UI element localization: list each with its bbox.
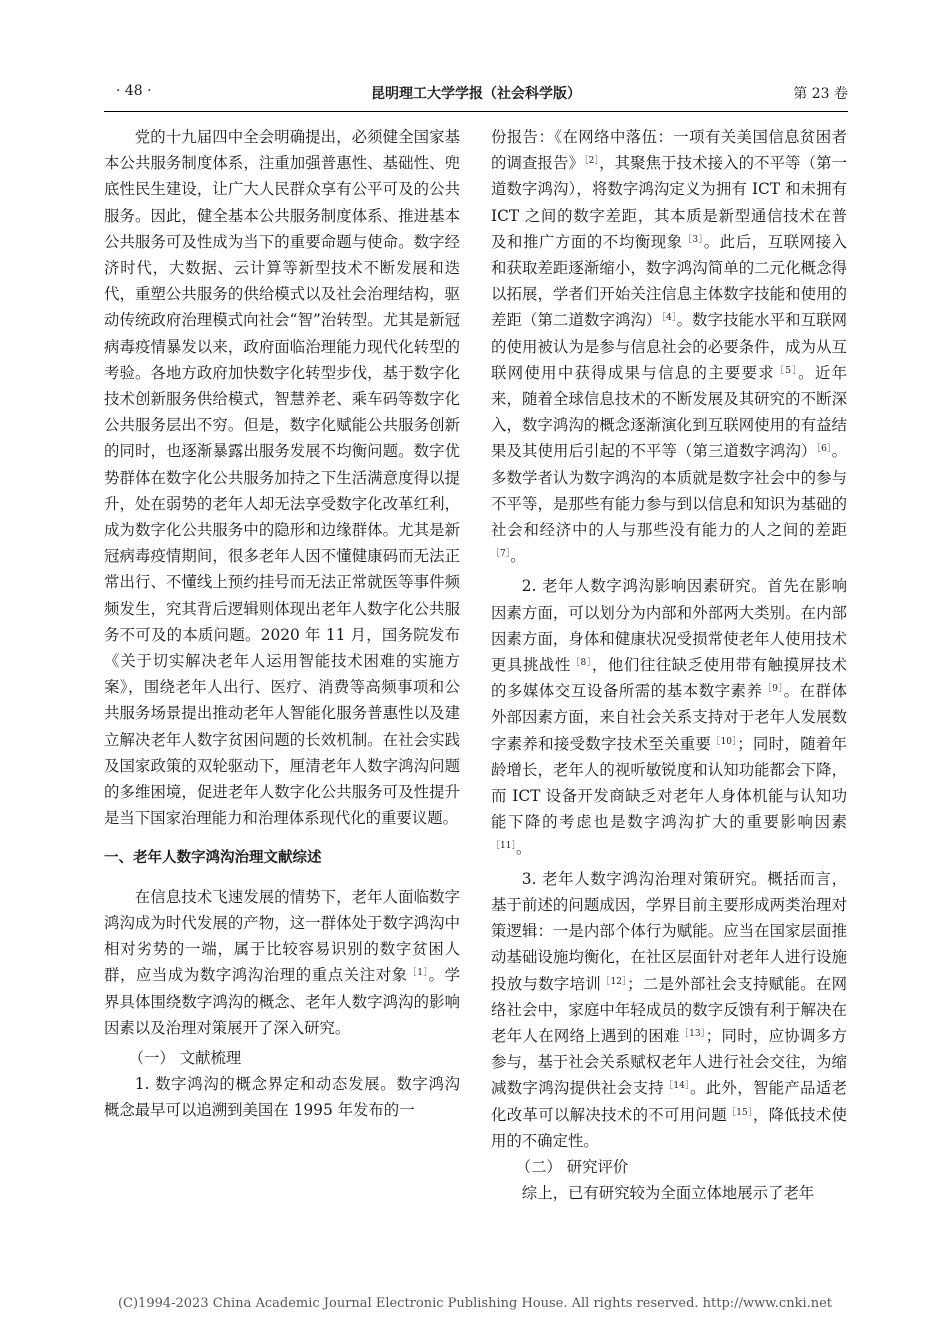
paragraph-text: 3. 老年人数字鸿沟治理对策研究。概括而言，基于前述的问题成因，学界目前主要形成两类治理对策逻辑：一是内部个体行为赋能。应当在国家层面推动基础设施均衡化，在社区层面针对老年人进行设施投放与数字培训 bbox=[491, 869, 847, 993]
citation-ref: ［7］ bbox=[491, 549, 511, 560]
paragraph-text: 。在群体外部因素方面，来自社会关系支持对于老年人发展数字素养和接受数字技术至关重要 bbox=[491, 682, 847, 753]
citation-ref: ［6］ bbox=[816, 444, 832, 455]
paragraph-text: 。此外，智能产品适老化改革可以解决技术的不可用问题 bbox=[491, 1079, 847, 1124]
citation-ref: ［11］ bbox=[491, 841, 516, 852]
section-heading: 一、老年人数字鸿沟治理文献综述 bbox=[104, 850, 322, 867]
citation-ref: ［2］ bbox=[584, 156, 600, 167]
paragraph-text: 份报告：《在网络中落伍：一项有关美国信息贫困者的调查报告》 bbox=[491, 128, 847, 173]
paragraph: 综上，已有研究较为全面立体地展示了老年 bbox=[521, 1184, 815, 1203]
citation-ref: ［8］ bbox=[570, 658, 592, 669]
header-rule bbox=[104, 111, 848, 112]
paragraph-text: 。 bbox=[515, 839, 532, 858]
paragraph-text: 。多数学者认为数字鸿沟的本质就是数字社会中的参与不平等，是那些有能力参与到以信息和知识为基础的社会和经济中的人与那些没有能力的人之间的差距 bbox=[491, 442, 847, 540]
paragraph bbox=[104, 884, 460, 1041]
citation-ref: ［5］ bbox=[775, 365, 799, 376]
volume-label: 第 23 卷 bbox=[793, 86, 848, 102]
subsection-heading: （二） 研究评价 bbox=[515, 1157, 629, 1176]
citation-ref: ［13］ bbox=[679, 1028, 706, 1039]
paragraph bbox=[491, 866, 847, 1154]
subsection-heading: （一） 文献梳理 bbox=[128, 1048, 242, 1067]
paragraph-text: ，其聚焦于技术接入的不平等（第一道数字鸿沟），将数字鸿沟定义为拥有 ICT 和未拥有 ICT 之间的数字差距，其本质是新型通信技术在普及和推广方面的不均衡现象 bbox=[491, 154, 847, 251]
paragraph-text: ；二是外部社会支持赋能。在网络社会中，家庭中年轻成员的数字反馈有利于解决在老年人在网络上遇到的困难 bbox=[491, 974, 847, 1045]
paragraph: 党的十九届四中全会明确提出，必须健全国家基本公共服务制度体系，注重加强普惠性、基础性、兜底性民生建设，让广大人民群众享有公平可及的公共服务。因此，健全基本公共服务制度体系、推进基本公共服务可及性成为当下的重要命题与使命。数字经济时代，大数据、云计算等新型技术不断发展和迭代，重塑公共服务的供给模式以及社会治理结构，驱动传统政府治理模式向社会“智”治转型。尤其是新冠病毒疫情暴发以来，政府面临治理能力现代化转型的考验。各地方政府加快数字化转型步伐，基于数字化技术创新服务供给模式，智慧养老、乘车码等数字化公共服务层出不穷。但是，数字化赋能公共服务创新的同时，也逐渐暴露出服务发展不均衡问题。数字优势群体在数字化公共服务加持之下生活满意度得以提升，处在弱势的老年人却无法享受数字化改革红利，成为数字化公共服务中的隐形和边缘群体。尤其是新冠病毒疫情期间，很多老年人因不懂健康码而无法正常出行、不懂线上预约挂号而无法正常就医等事件频频发生，究其背后逻辑则体现出老年人数字化公共服务不可及的本质问题。2020 年 11 月，国务院发布《关于切实解决老年人运用智能技术困难的实施方案》，围绕老年人出行、医疗、消费等高频事项和公共服务场景提出推动老年人智能化服务普惠性以及建立解决老年人数字贫困问题的长效机制。在社会实践及国家政策的双轮驱动下，厘清老年人数字鸿沟问题的多维困境，促进老年人数字化公共服务可及性提升是当下国家治理能力和治理体系现代化的重要议题。 bbox=[104, 128, 460, 828]
journal-title: 昆明理工大学学报（社会科学版） bbox=[371, 86, 581, 102]
citation-ref: ［14］ bbox=[664, 1081, 691, 1092]
paragraph bbox=[491, 573, 847, 861]
paragraph-text: ；同时，应协调多方参与，基于社会关系赋权老年人进行社会交往，为缩减数字鸿沟提供社会支持 bbox=[491, 1026, 847, 1098]
paragraph-text: 。数字技能水平和互联网的使用被认为是参与信息社会的必要条件，成为从互联网使用中获得成果与信息的主要要求 bbox=[491, 311, 847, 382]
citation-ref: ［3］ bbox=[682, 234, 704, 245]
paragraph-text: 2. 老年人数字鸿沟影响因素研究。首先在影响因素方面，可以划分为内部和外部两大类别。在内部因素方面，身体和健康状况受损常使老年人使用技术更具挑战性 bbox=[491, 577, 847, 675]
citation-ref: ［4］ bbox=[661, 313, 677, 324]
citation-ref: ［10］ bbox=[711, 736, 738, 747]
paragraph: 1. 数字鸿沟的概念界定和动态发展。数字鸿沟概念最早可以追溯到美国在 1995 年发布的一 bbox=[104, 1075, 460, 1120]
paragraph-text: 。此后，互联网接入和获取差距逐渐缩小，数字鸿沟简单的二元化概念得以拓展，学者们开始关注信息主体数字技能和使用的差距（第二道数字鸿沟） bbox=[491, 232, 847, 330]
left-column bbox=[104, 124, 460, 1124]
paragraph bbox=[491, 124, 847, 569]
page-number: · 48 · bbox=[116, 83, 152, 99]
paragraph-text: 。学界具体围绕数字鸿沟的概念、老年人数字鸿沟的影响因素以及治理对策展开了深入研究。 bbox=[104, 966, 460, 1037]
paragraph-text: 在信息技术飞速发展的情势下，老年人面临数字鸿沟成为时代发展的产物，这一群体处于数字鸿沟中相对劣势的一端，属于比较容易识别的数字贫困人群，应当成为数字鸿沟治理的重点关注对象 bbox=[104, 887, 460, 985]
paragraph-text: ，降低技术使用的不确定性。 bbox=[491, 1105, 847, 1150]
running-header bbox=[104, 83, 848, 107]
right-column bbox=[491, 124, 847, 1206]
paragraph-text: 。 bbox=[510, 547, 526, 566]
paragraph-text: ；同时，随着年龄增长，老年人的视听敏锐度和认知功能都会下降，而 ICT 设备开发商缺乏对老年人身体机能与认知功能下降的考虑也是数字鸿沟扩大的重要影响因素 bbox=[491, 734, 847, 832]
citation-ref: ［1］ bbox=[407, 968, 429, 979]
citation-ref: ［9］ bbox=[762, 684, 784, 695]
copyright-footer: (C)1994-2023 China Academic Journal Electronic Publishing House. All rights reserved. http://www.cnki.net bbox=[117, 1296, 833, 1311]
citation-ref: ［15］ bbox=[726, 1107, 753, 1118]
citation-ref: ［12］ bbox=[601, 976, 628, 987]
paragraph-text: 。近年来，随着全球信息技术的不断发展及其研究的不断深入，数字鸿沟的概念逐渐演化到互联网使用的有益结果及其使用后引起的不平等（第三道数字鸿沟） bbox=[491, 363, 847, 461]
paragraph-text: ，他们往往缺乏使用带有触摸屏技术的多媒体交互设备所需的基本数字素养 bbox=[491, 656, 847, 701]
